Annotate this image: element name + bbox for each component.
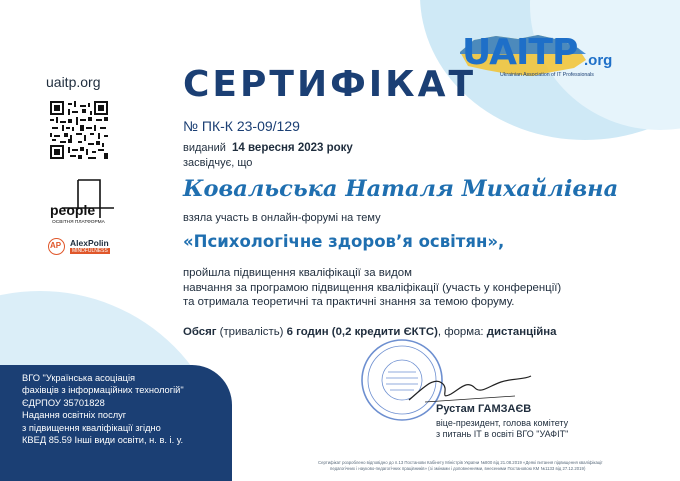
form-label: , форма:	[437, 326, 484, 338]
signer-name: Рустам ГАМЗАЄВ	[436, 403, 532, 415]
certifies-text: засвідчує, що	[183, 157, 253, 169]
org-info-line-6: КВЕД 85.59 Інші види освіти, н. в. і. у.	[22, 435, 184, 446]
body-text	[183, 266, 561, 310]
org-info-line-3: ЄДРПОУ 35701828	[22, 397, 105, 408]
forum-title: «Психологічне здоров’я освітян»,	[183, 232, 505, 251]
signer-role-line-1: віце-президент, голова комітету	[436, 418, 569, 428]
uaitp-logo	[456, 30, 626, 82]
issued-prefix: виданий	[183, 142, 226, 154]
ap-sub: MINDFULNESS	[72, 248, 108, 254]
signer-role	[436, 418, 568, 440]
ap-mark: AP	[50, 241, 62, 250]
certificate-number: № ПК-К 23-09/129	[183, 118, 300, 134]
organization-info-text	[22, 372, 227, 446]
signature-icon	[405, 366, 535, 406]
people-word: people	[50, 202, 96, 218]
certificate-title: СЕРТИФІКАТ	[183, 64, 477, 105]
uaitp-org: .org	[584, 52, 613, 69]
org-info-line-1: ВГО "Українська асоціація	[22, 373, 136, 383]
legal-footer	[318, 460, 668, 472]
ap-name: AlexPolin	[70, 238, 109, 248]
uaitp-fullname: Ukrainian Association of IT Professionals	[500, 72, 594, 78]
recipient-name: Ковальська Наталя Михайлівна	[183, 176, 619, 202]
org-info-line-4: Надання освітніх послуг	[22, 410, 127, 421]
site-url[interactable]: uaitp.org	[46, 74, 101, 90]
people-platform-logo	[48, 178, 120, 230]
footer-line-2: педагогічних і науково-педагогічних працівників» (зі змінами і доповненнями, внесеними Постановою КМ №1133 від 27.12.2019)	[330, 466, 586, 471]
body-line-3: та отримала теоретичні та практичні знання за темою форуму.	[183, 296, 515, 308]
body-line-1: пройшла підвищення кваліфікації за видом	[183, 267, 412, 279]
volume-hours: 6 годин (0,2 кредити ЄКТС)	[286, 326, 438, 338]
people-sub: ОСВІТНЯ ПЛАТФОРМА	[52, 220, 105, 225]
body-line-2: навчання за програмою підвищення кваліфікації (участь у конференції)	[183, 281, 562, 294]
issued-line	[183, 142, 353, 154]
qr-code-icon	[50, 101, 108, 159]
volume-paren: (тривалість)	[219, 326, 284, 338]
org-info-line-5: з підвищення кваліфікації згідно	[22, 422, 161, 433]
signer-role-line-2: з питань ІТ в освіті ВГО "УАФІТ"	[436, 429, 569, 439]
footer-line-1: Сертифікат розроблено відповідно до п.13 Постанови Кабінету Міністрів України №800 від 21.08.2019 «Деякі питання підвищення кваліфікації	[318, 460, 603, 465]
alexpolin-logo	[48, 238, 120, 256]
participation-text: взяла участь в онлайн-форумі на тему	[183, 212, 381, 224]
uaitp-wordmark: UAITP	[462, 32, 578, 73]
issued-date: 14 вересня 2023 року	[232, 142, 353, 154]
volume-line	[183, 326, 557, 338]
volume-label: Обсяг	[183, 326, 217, 338]
org-info-line-2: фахівців з інформаційних технологій"	[22, 385, 184, 396]
form-value: дистанційна	[486, 326, 557, 338]
